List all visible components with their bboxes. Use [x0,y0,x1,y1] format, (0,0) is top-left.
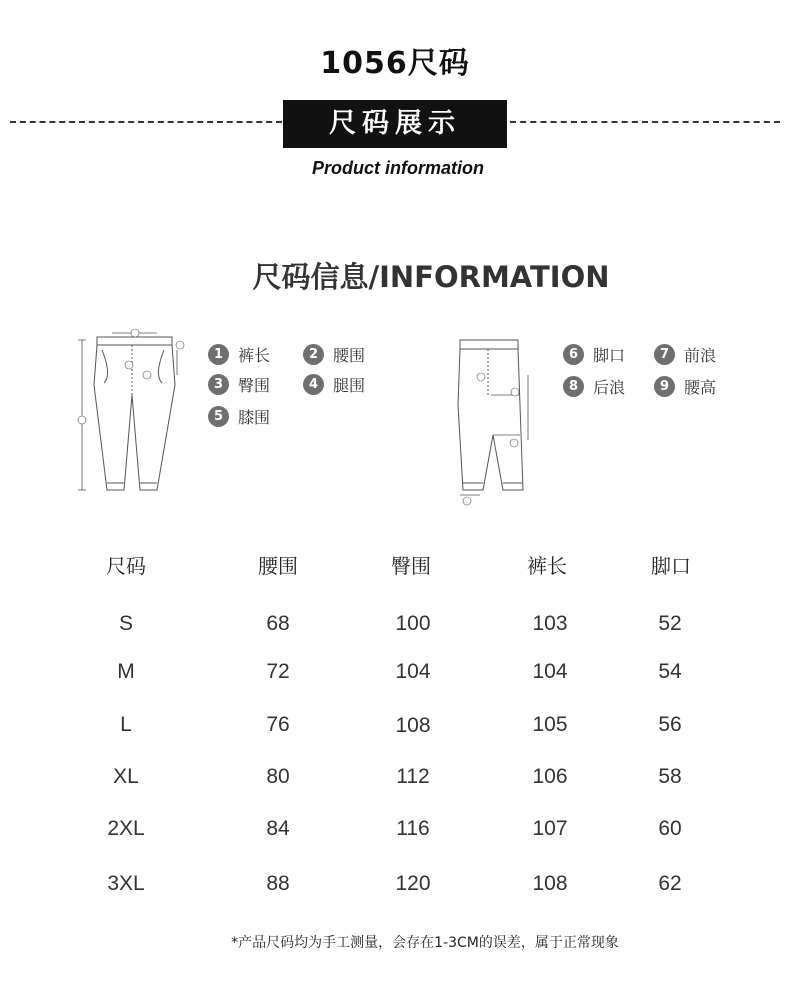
table-cell: 72 [266,660,290,683]
table-cell: 103 [532,612,568,635]
table-cell: 56 [658,713,682,736]
legend-label: 膝围 [238,407,271,427]
legend-number: 1 [208,344,229,365]
info-heading: 尺码信息/INFORMATION [252,260,610,294]
table-cell: 106 [532,765,568,788]
divider-right [510,121,780,123]
table-cell: 120 [395,872,431,895]
pants-front-diagram [72,325,192,500]
table-cell: 100 [395,612,431,635]
legend-number: 9 [654,376,675,397]
table-header: 腰围 [258,554,298,578]
legend-number: 8 [563,376,584,397]
table-header: 尺码 [106,554,146,578]
legend-label: 后浪 [593,377,626,397]
legend-label: 臀围 [238,375,271,395]
table-cell: 80 [266,765,290,788]
section-banner: 尺码展示 [283,100,507,148]
legend-label: 腰高 [684,377,717,397]
table-cell: M [117,660,135,683]
table-cell: 52 [658,612,682,635]
legend-number: 5 [208,406,229,427]
legend-item [563,342,625,366]
table-cell: 3XL [107,872,145,895]
legend-label: 前浪 [684,345,717,365]
table-cell: 2XL [107,817,145,840]
table-header: 臀围 [391,554,431,578]
legend-label: 脚口 [593,345,626,365]
legend-number: 3 [208,374,229,395]
table-cell: L [120,713,132,736]
table-cell: S [118,612,133,635]
legend-number: 7 [654,344,675,365]
table-cell: 88 [266,872,290,895]
divider-left [10,121,282,123]
legend-label: 腿围 [333,375,366,395]
legend-number: 6 [563,344,584,365]
page-title: 1056尺码 [320,46,470,81]
legend-item [303,342,365,366]
table-cell: 76 [266,713,290,736]
table-cell: 68 [266,612,290,635]
legend-label: 腰围 [333,345,366,365]
table-cell: 58 [658,765,682,788]
section-subtitle: Product information [312,158,484,178]
legend-number: 4 [303,374,324,395]
legend-item [208,404,270,428]
table-cell: 84 [266,817,290,840]
table-cell: 107 [532,817,568,840]
legend-item [303,372,365,396]
table-cell: XL [113,765,139,788]
table-cell: 116 [396,817,430,840]
measurement-note: *产品尺码均为手工测量，会存在1-3CM的误差，属于正常现象 [231,935,619,951]
table-cell: 104 [532,660,568,683]
legend-item [563,374,625,398]
pants-side-diagram [448,325,538,510]
table-cell: 60 [658,817,682,840]
legend-item [208,372,270,396]
table-cell: 112 [396,765,430,788]
legend-number: 2 [303,344,324,365]
table-cell: 108 [532,872,568,895]
legend-item [654,342,716,366]
legend-item [654,374,716,398]
table-cell: 62 [658,872,682,895]
table-cell: 54 [658,660,682,683]
table-header: 裤长 [527,554,567,578]
legend-item [208,342,270,366]
table-header: 脚口 [651,554,691,578]
table-cell: 108 [395,714,431,737]
legend-label: 裤长 [238,345,271,365]
table-cell: 105 [532,713,568,736]
table-cell: 104 [395,660,431,683]
